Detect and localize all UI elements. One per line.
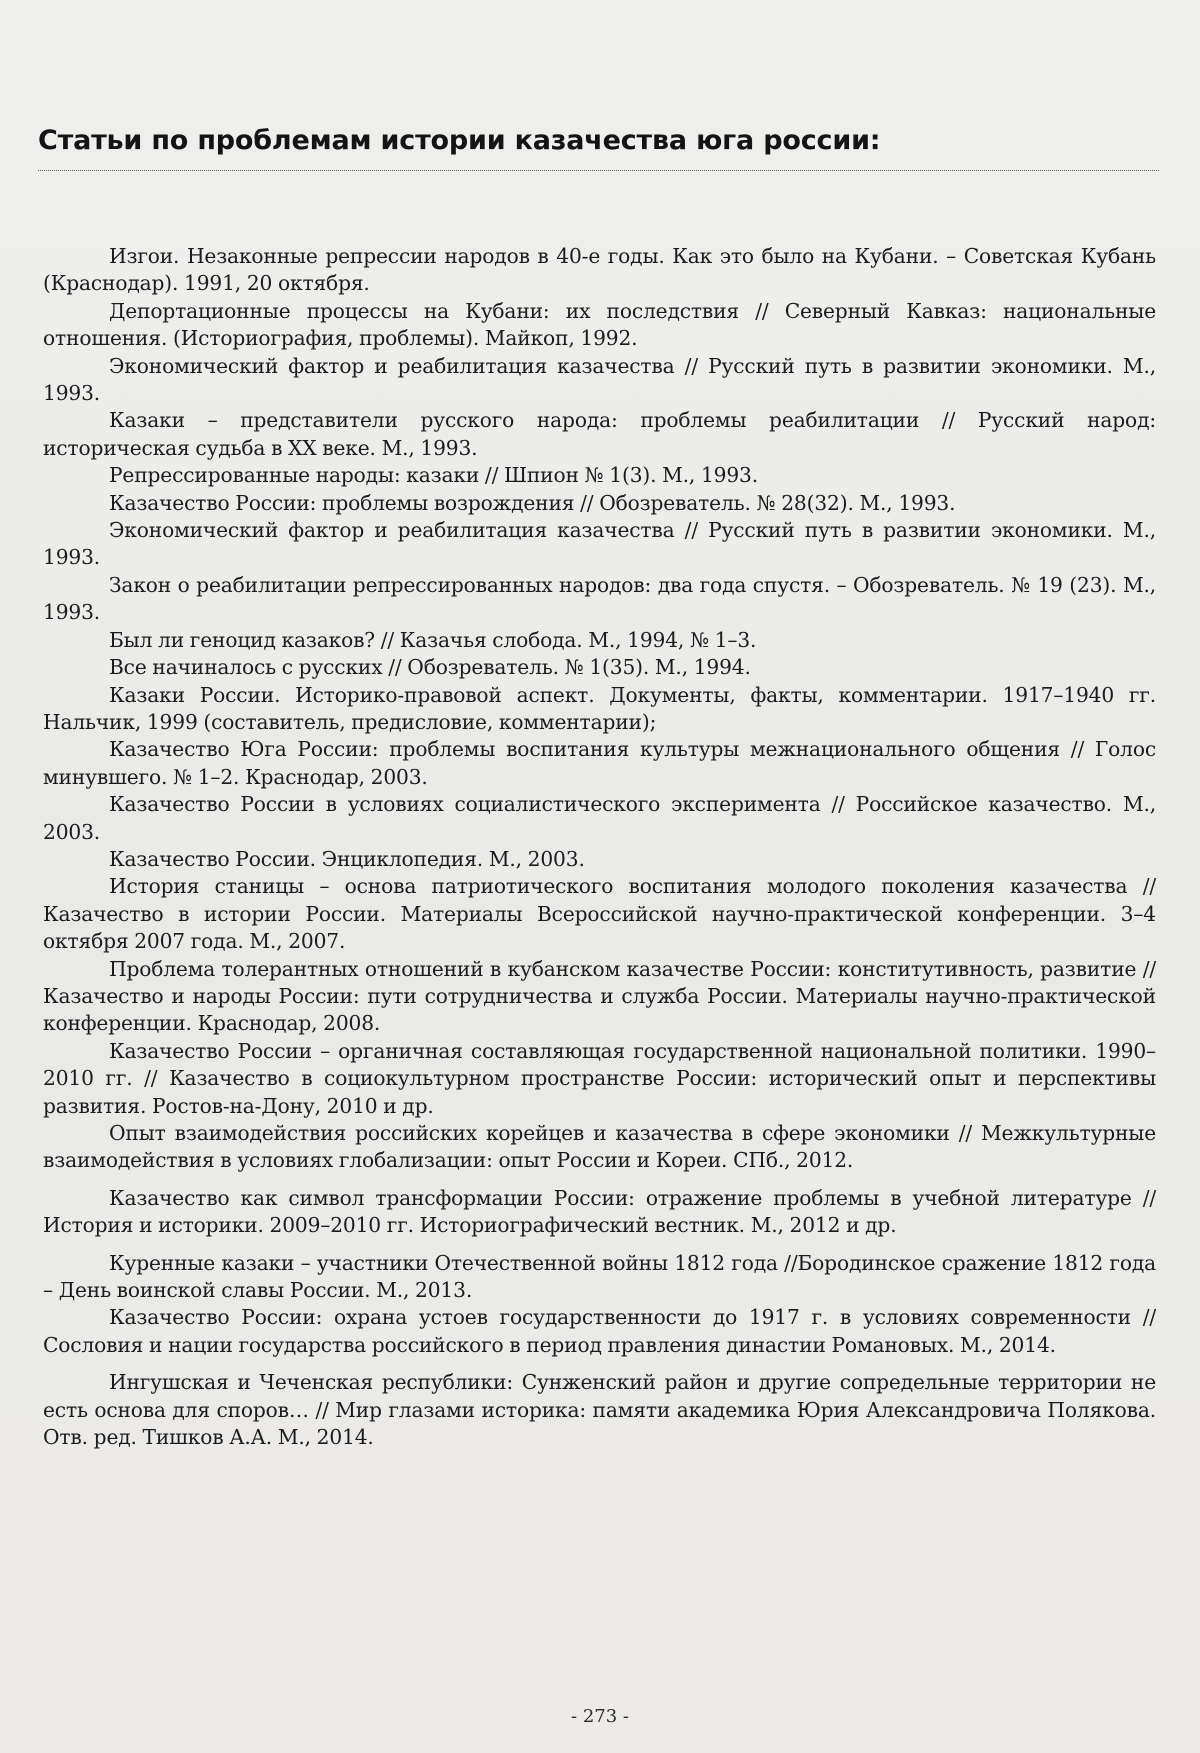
bibliography-entry: Казачество России – органичная составляющая государственной национальной политики. 1990–2010 гг. // Казачество в социокультурном пространстве России: исторический опыт и перспективы развития. Ростов-на-Дону, 2010 и др. (43, 1038, 1156, 1118)
bibliography-entry: Казачество России: проблемы возрождения // Обозреватель. № 28(32). М., 1993. (109, 490, 956, 515)
section-heading: Статьи по проблемам истории казачества юга россии: (38, 125, 881, 156)
heading-divider (38, 170, 1159, 171)
bibliography-list (43, 243, 1156, 1451)
bibliography-entry: Казаки – представители русского народа: проблемы реабилитации // Русский народ: историческая судьба в XX веке. М., 1993. (43, 408, 1156, 460)
bibliography-entry: Экономический фактор и реабилитация казачества // Русский путь в развитии экономики. М., 1993. (43, 518, 1156, 570)
bibliography-entry: Ингушская и Чеченская республики: Сунженский район и другие сопредельные территории не есть основа для споров… // Мир глазами историка: памяти академика Юрия Александровича Полякова. Отв. ред. Тишков А.А. М., 2014. (43, 1370, 1156, 1450)
bibliography-entry: Казаки России. Историко-правовой аспект. Документы, факты, комментарии. 1917–1940 гг. Нальчик, 1999 (составитель, предисловие, комментарии); (43, 682, 1156, 734)
bibliography-entry: Казачество как символ трансформации России: отражение проблемы в учебной литературе // История и историки. 2009–2010 гг. Историографический вестник. М., 2012 и др. (43, 1185, 1156, 1238)
bibliography-entry: Казачество Юга России: проблемы воспитания культуры межнационального общения // Голос минувшего. № 1–2. Краснодар, 2003. (43, 737, 1156, 789)
bibliography-entry: Закон о реабилитации репрессированных народов: два года спустя. – Обозреватель. № 19 (23). М., 1993. (43, 572, 1156, 625)
page-number: - 273 - (571, 1706, 629, 1727)
bibliography-entry: История станицы – основа патриотического воспитания молодого поколения казачества // Казачество в истории России. Материалы Всероссийской научно-практической конференции. 3–4 октября 2007 года. М., 2007. (43, 874, 1156, 954)
bibliography-entry: Депортационные процессы на Кубани: их последствия // Северный Кавказ: национальные отношения. (Историография, проблемы). Майкоп, 1992. (43, 298, 1156, 351)
bibliography-entry: Куренные казаки – участники Отечественной войны 1812 года //Бородинское сражение 1812 года – День воинской славы России. М., 2013. (43, 1250, 1156, 1303)
bibliography-entry: Экономический фактор и реабилитация казачества // Русский путь в развитии экономики. М., 1993. (43, 353, 1156, 406)
bibliography-entry: Проблема толерантных отношений в кубанском казачестве России: конститутивность, развитие // Казачество и народы России: пути сотрудничества и служба России. Материалы научно-практической конференции. Краснодар, 2008. (43, 956, 1156, 1036)
bibliography-entry: Опыт взаимодействия российских корейцев и казачества в сфере экономики // Межкультурные взаимодействия в условиях глобализации: опыт России и Кореи. СПб., 2012. (43, 1121, 1156, 1173)
bibliography-entry: Казачество России. Энциклопедия. М., 2003. (109, 846, 585, 871)
bibliography-entry: Казачество России в условиях социалистического эксперимента // Российское казачество. М., 2003. (43, 792, 1156, 844)
bibliography-entry: Был ли геноцид казаков? // Казачья слобода. М., 1994, № 1–3. (109, 627, 757, 652)
bibliography-entry: Все начиналось с русских // Обозреватель. № 1(35). М., 1994. (109, 655, 751, 680)
bibliography-entry: Казачество России: охрана устоев государственности до 1917 г. в условиях современности // Сословия и нации государства российского в период правления династии Романовых. М., 2014. (43, 1305, 1156, 1357)
bibliography-entry: Изгои. Незаконные репрессии народов в 40-е годы. Как это было на Кубани. – Советская Кубань (Краснодар). 1991, 20 октября. (43, 244, 1156, 296)
bibliography-entry: Репрессированные народы: казаки // Шпион № 1(3). М., 1993. (109, 463, 759, 488)
